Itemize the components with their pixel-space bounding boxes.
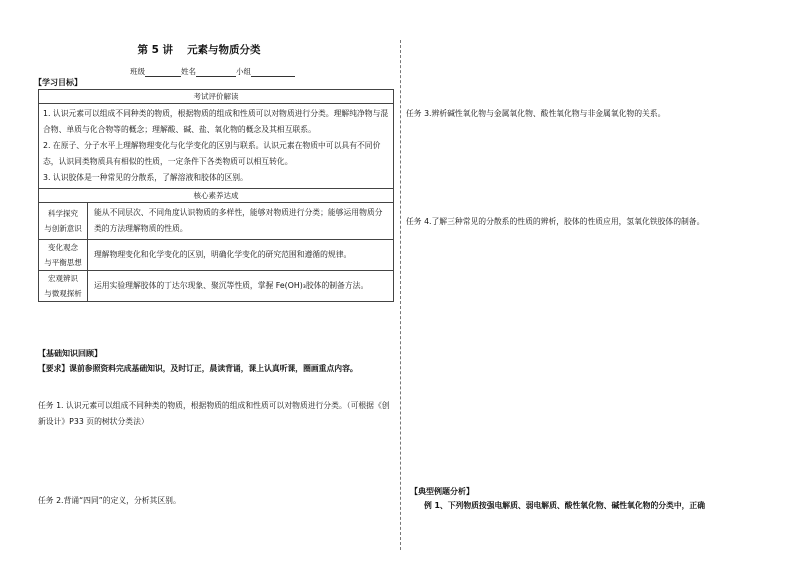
table-row	[39, 271, 394, 302]
table-row	[39, 203, 394, 240]
task-1: 任务 1. 认识元素可以组成不同种类的物质，根据物质的组成和性质可以对物质进行分类。（可根据《创新设计》P33 页的树状分类法）	[38, 401, 390, 426]
group-blank[interactable]	[251, 67, 295, 77]
core-label-line: 与微观探析	[44, 289, 82, 298]
column-divider	[400, 40, 401, 550]
example-1	[424, 500, 774, 511]
lecture-title: 元素与物质分类	[187, 44, 261, 56]
core-label-line: 科学探究	[48, 209, 78, 218]
exam-item: 1. 认识元素可以组成不同种类的物质，根据物质的组成和性质可以对物质进行分类。理解纯净物与混合物、单质与化合物等的概念；理解酸、碱、盐、氧化物的概念及其相互联系。	[43, 109, 389, 134]
name-blank[interactable]	[196, 67, 236, 77]
review-section-label: 【基础知识回顾】	[38, 349, 102, 358]
core-header: 核心素养达成	[39, 189, 394, 203]
exam-header: 考试评价解读	[39, 90, 394, 104]
core-label-line: 与平衡思想	[44, 258, 82, 267]
core-label	[39, 240, 88, 271]
core-text: 理解物理变化和化学变化的区别，明确化学变化的研究范围和遵循的规律。	[88, 240, 394, 271]
lecture-number: 第 5 讲	[137, 44, 174, 56]
task-3: 任务 3.辨析碱性氧化物与金属氧化物、酸性氧化物与非金属氧化物的关系。	[406, 109, 666, 118]
task-2: 任务 2.背诵“四同”的定义，分析其区别。	[38, 496, 181, 505]
task-4: 任务 4.了解三种常见的分散系的性质的辨析，胶体的性质应用，氢氧化铁胶体的制备。	[406, 217, 705, 226]
example-1-text: 例 1、下列物质按强电解质、弱电解质、酸性氧化物、碱性氧化物的分类中，正确	[424, 501, 706, 510]
name-label: 姓名	[181, 67, 196, 76]
core-label-line: 与创新意识	[44, 224, 82, 233]
core-label-line: 变化观念	[48, 243, 78, 252]
table-row	[39, 240, 394, 271]
core-label	[39, 203, 88, 240]
goals-table	[38, 89, 394, 302]
core-text: 能从不同层次、不同角度认识物质的多样性，能够对物质进行分类；能够运用物质分类的方法理解物质的性质。	[88, 203, 394, 240]
core-text: 运用实验理解胶体的丁达尔现象、聚沉等性质，掌握 Fe(OH)₃胶体的制备方法。	[88, 271, 394, 302]
page-title	[0, 42, 398, 57]
exam-content	[39, 104, 394, 189]
core-label-line: 宏观辨识	[48, 274, 78, 283]
examples-section-label: 【典型例题分析】	[410, 487, 474, 496]
core-label	[39, 271, 88, 302]
exam-item: 2. 在原子、分子水平上理解物理变化与化学变化的区别与联系。认识元素在物质中可以具有不同价态，认识同类物质具有相似的性质，一定条件下各类物质可以相互转化。	[43, 141, 381, 166]
class-blank[interactable]	[145, 67, 181, 77]
exam-item: 3. 认识胶体是一种常见的分散系，了解溶液和胶体的区别。	[43, 173, 248, 182]
class-label: 班级	[130, 67, 145, 76]
goals-section-label: 【学习目标】	[34, 78, 82, 87]
group-label: 小组	[236, 67, 251, 76]
student-info-line	[130, 66, 295, 77]
requirement-text: 【要求】课前参照资料完成基础知识，及时订正，晨读背诵，课上认真听课，圈画重点内容。	[38, 364, 358, 373]
